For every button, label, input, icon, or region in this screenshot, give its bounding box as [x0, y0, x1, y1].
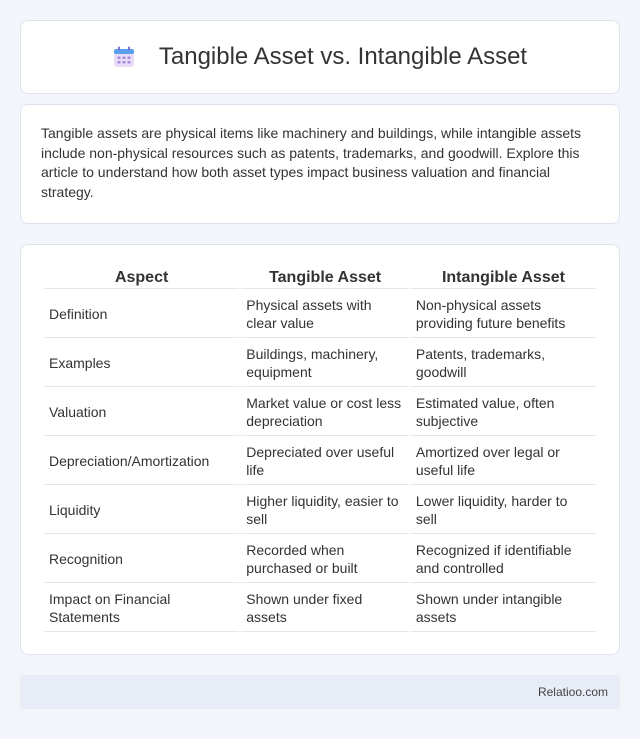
intro-card	[20, 104, 620, 224]
row-tangible-cell: Physical assets with clear value	[241, 291, 409, 338]
table-row	[44, 487, 596, 534]
row-intangible-cell: Lower liquidity, harder to sell	[411, 487, 596, 534]
table-row	[44, 291, 596, 338]
comparison-table	[42, 265, 598, 634]
row-aspect-cell: Recognition	[44, 536, 239, 583]
table-header-row	[44, 267, 596, 289]
table-row	[44, 340, 596, 387]
row-intangible-cell: Recognized if identifiable and controlled	[411, 536, 596, 583]
column-header-intangible: Intangible Asset	[411, 267, 596, 289]
table-row	[44, 389, 596, 436]
row-tangible-cell: Shown under fixed assets	[241, 585, 409, 632]
row-intangible-cell: Shown under intangible assets	[411, 585, 596, 632]
intro-paragraph: Tangible assets are physical items like machinery and buildings, while intangible assets include non-physical resources such as patents, trademarks, and goodwill. Explore this article to understand how both asset types impact business valuation and financial strategy.	[41, 125, 582, 200]
title-card	[20, 20, 620, 94]
row-aspect-cell: Liquidity	[44, 487, 239, 534]
row-tangible-cell: Buildings, machinery, equipment	[241, 340, 409, 387]
row-intangible-cell: Patents, trademarks, goodwill	[411, 340, 596, 387]
row-intangible-cell: Non-physical assets providing future benefits	[411, 291, 596, 338]
row-tangible-cell: Market value or cost less depreciation	[241, 389, 409, 436]
row-aspect-cell: Examples	[44, 340, 239, 387]
table-row	[44, 438, 596, 485]
row-tangible-cell: Higher liquidity, easier to sell	[241, 487, 409, 534]
table-row	[44, 585, 596, 632]
row-aspect-cell: Depreciation/Amortization	[44, 438, 239, 485]
row-aspect-cell: Definition	[44, 291, 239, 338]
row-aspect-cell: Impact on Financial Statements	[44, 585, 239, 632]
row-aspect-cell: Valuation	[44, 389, 239, 436]
table-row	[44, 536, 596, 583]
footer-brand: Relatioo.com	[537, 685, 608, 699]
column-header-aspect: Aspect	[44, 267, 239, 289]
row-intangible-cell: Amortized over legal or useful life	[411, 438, 596, 485]
comparison-table-card	[20, 244, 620, 655]
calendar-icon	[113, 46, 135, 68]
footer	[20, 675, 620, 709]
column-header-tangible: Tangible Asset	[241, 267, 409, 289]
row-tangible-cell: Depreciated over useful life	[241, 438, 409, 485]
page-title: Tangible Asset vs. Intangible Asset	[158, 43, 528, 70]
row-tangible-cell: Recorded when purchased or built	[241, 536, 409, 583]
row-intangible-cell: Estimated value, often subjective	[411, 389, 596, 436]
